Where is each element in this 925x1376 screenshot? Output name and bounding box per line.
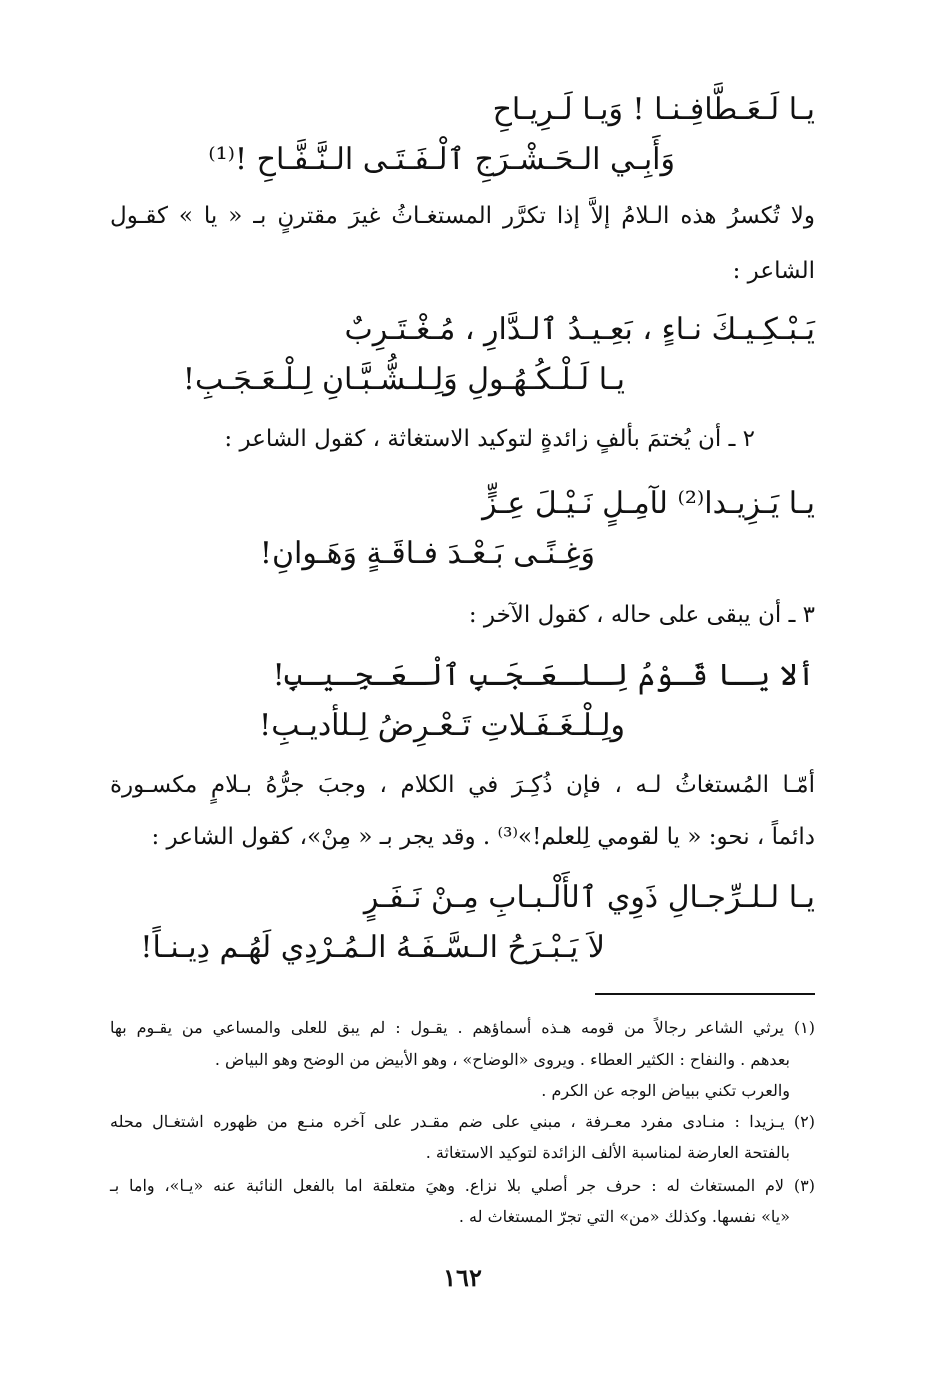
footnote-2-line-2: بالفتحة العارضة لمناسبة الألف الزائدة لتوكيد الاستغاثة . bbox=[425, 1143, 790, 1162]
verse-1-line-1: يـا لَـعَـطَّافِـنـا ! وَيـا لَـرِيـاحِ bbox=[492, 92, 815, 127]
verse-2-line-1: يَـبْـكِـيـكَ نـاءٍ ، بَعِـيـدُ ٱلـدَّارِ ، مُـغْـتَـرِبٌ bbox=[344, 312, 815, 347]
verse-2-line-2: يـا لَـلْـكُـهُـولِ وَلِـلـشُّـبَّـانِ لِـلْـعَـجَـبِ! bbox=[182, 362, 625, 397]
verse-4-line-2: ولِـلْـغَـفَـلاتِ تَـعْـرِضُ لِـلأديـبِ! bbox=[259, 708, 625, 743]
paragraph-4-line-1: أمّـا المُستغاثُ لـه ، فإن ذُكِـرَ في الكلام ، وجبَ جرُّهُ بـلامٍ مكسـورة bbox=[110, 772, 815, 798]
footnote-2-line-1: (٢) يـزيدا : منـادى مفرد معـرفة ، مبني على ضم مقـدر على آخره منـع من ظهوره اشتغـال محله bbox=[110, 1112, 816, 1131]
verse-3-line-1: يـا يَـزِيـدا⁽²⁾ لآمِـلٍ نَـيْـلَ عِـزٍّ bbox=[482, 486, 815, 521]
paragraph-2: ٢ ـ أن يُختمَ بألفٍ زائدةٍ لتوكيد الاستغاثة ، كقول الشاعر : bbox=[224, 426, 755, 452]
footnote-3-line-1: (٣) لام المستغاث له : حرف جر أصلي بلا نزاع. وهيَ متعلقة اما بالفعل النائبة عنه «يـا»، واما بـ bbox=[110, 1176, 815, 1195]
paragraph-1-line-1: ولا تُكسرُ هذه الـلامُ إلاَّ إذا تكرَّر المستغـاثُ غيرَ مقترنٍ بـ « يا » كقـول bbox=[110, 203, 815, 229]
footnote-1-line-2: بعدهم . والنفاح : الكثير العطاء . ويروى «الوضاح» ، وهو الأبيض من الوضح وهو البياض . bbox=[214, 1050, 790, 1069]
paragraph-3: ٣ ـ أن يبقى على حاله ، كقول الآخر : bbox=[468, 602, 815, 628]
verse-5-line-1: يـا لـلـرِّجـالِ ذَوِي ٱلأَلْـبـابِ مِـنْ نَـفَـرٍ bbox=[363, 880, 815, 915]
page-number: ١٦٢ bbox=[443, 1263, 482, 1292]
footnote-1-line-1: (١) يرثي الشاعر رجالاً من قومه هـذه أسماؤهم . يقـول : لم يبق للعلى والمساعي من يقـوم بها bbox=[110, 1018, 816, 1037]
verse-3-line-2: وَغِـنًـى بَـعْـدَ فـاقَـةٍ وَهَـوانِ! bbox=[259, 536, 595, 571]
paragraph-1-line-2: الشاعر : bbox=[732, 258, 815, 284]
footnote-separator bbox=[595, 993, 815, 995]
verse-5-line-2: لاَ يَـبْـرَحُ الـسَّـفَـهُ الـمُـرْدِي لَهُـم دِيـنـاً! bbox=[140, 930, 605, 965]
footnote-1-line-3: والعرب تكني ببياض الوجه عن الكرم . bbox=[541, 1081, 790, 1100]
verse-4-line-1: ألا يـا قَـوْمُ لِـلـعَـجَـبِ ٱلْـعَـجِـيـبِ! bbox=[272, 658, 815, 693]
footnote-3-line-2: «يا» نفسها. وكذلك «من» التي تجرّ المستغاث له . bbox=[458, 1207, 790, 1226]
verse-1-line-2: وَأَبِـي الـحَـشْـرَجِ ٱلْـفَـتَـى الـنَّـفَّـاحِ !⁽¹⁾ bbox=[208, 142, 675, 177]
paragraph-4-line-2: دائماً ، نحو: « يا لقومي لِلعلم!»⁽³⁾ . وقد يجر بـ « مِنْ»، كقول الشاعر : bbox=[151, 824, 815, 850]
